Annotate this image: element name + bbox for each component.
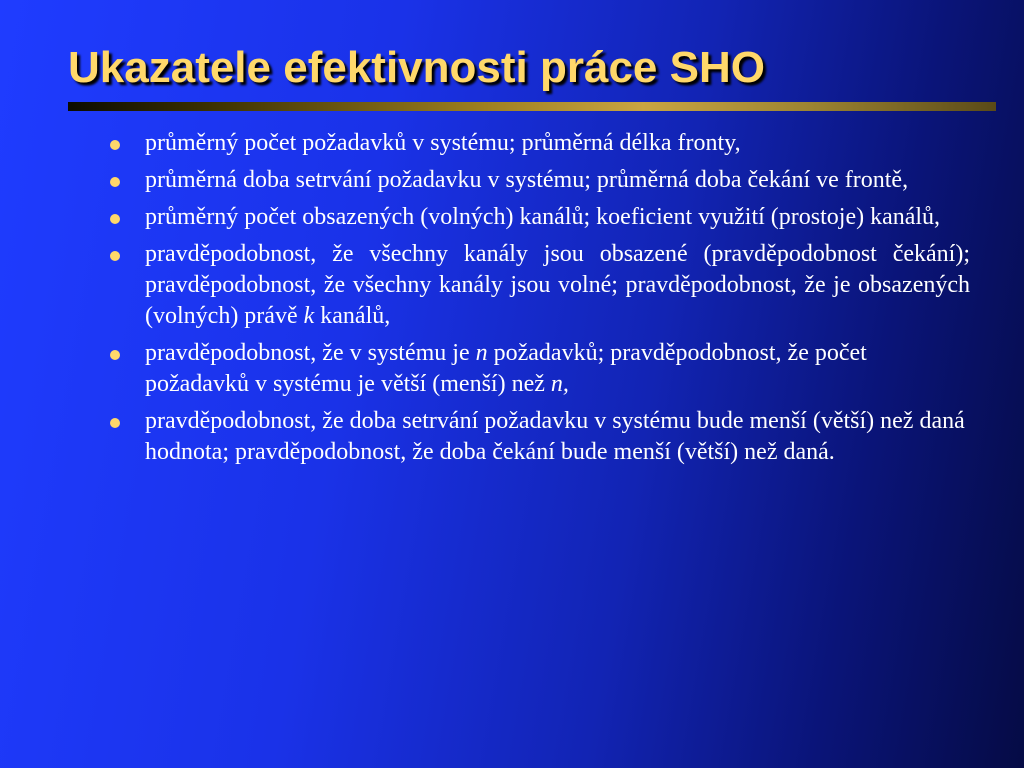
bullet-item-3 [108,202,970,233]
bullet-text: pravděpodobnost, že v systému je n požadavků; pravděpodobnost, že počet požadavků v systému je větší (menší) než n, [145,340,867,397]
variable-k: k [303,303,315,329]
bullet-item-6 [108,406,970,468]
bullet-text: průměrný počet požadavků v systému; průměrná délka fronty, [145,130,741,156]
bullet-text: pravděpodobnost, že doba setrvání požadavku v systému bude menší (větší) než daná hodnota; pravděpodobnost, že doba čekání bude menší (větší) než daná. [145,408,965,465]
bullet-dot-icon [110,140,120,150]
bullet-text: pravděpodobnost, že všechny kanály jsou obsazené (pravděpodobnost čekání); pravděpodobnost, že všechny kanály jsou volné; pravděpodobnost, že je obsazených (volných) právě k kanálů, [145,241,970,329]
bullet-dot-icon [110,418,120,428]
slide-title: Ukazatele efektivnosti práce SHO [68,43,765,92]
bullet-item-4 [108,239,970,332]
title-underline [68,102,996,111]
variable-n: n [475,340,488,366]
bullet-dot-icon [110,350,120,360]
bullet-dot-icon [110,251,120,261]
bullet-text: průměrný počet obsazených (volných) kanálů; koeficient využití (prostoje) kanálů, [145,204,941,230]
bullet-list [108,128,970,474]
bullet-item-1 [108,128,970,159]
bullet-text: průměrná doba setrvání požadavku v systému; průměrná doba čekání ve frontě, [145,167,909,193]
bullet-dot-icon [110,177,120,187]
bullet-item-5 [108,338,970,400]
bullet-item-2 [108,165,970,196]
variable-n: n, [550,371,569,397]
bullet-dot-icon [110,214,120,224]
